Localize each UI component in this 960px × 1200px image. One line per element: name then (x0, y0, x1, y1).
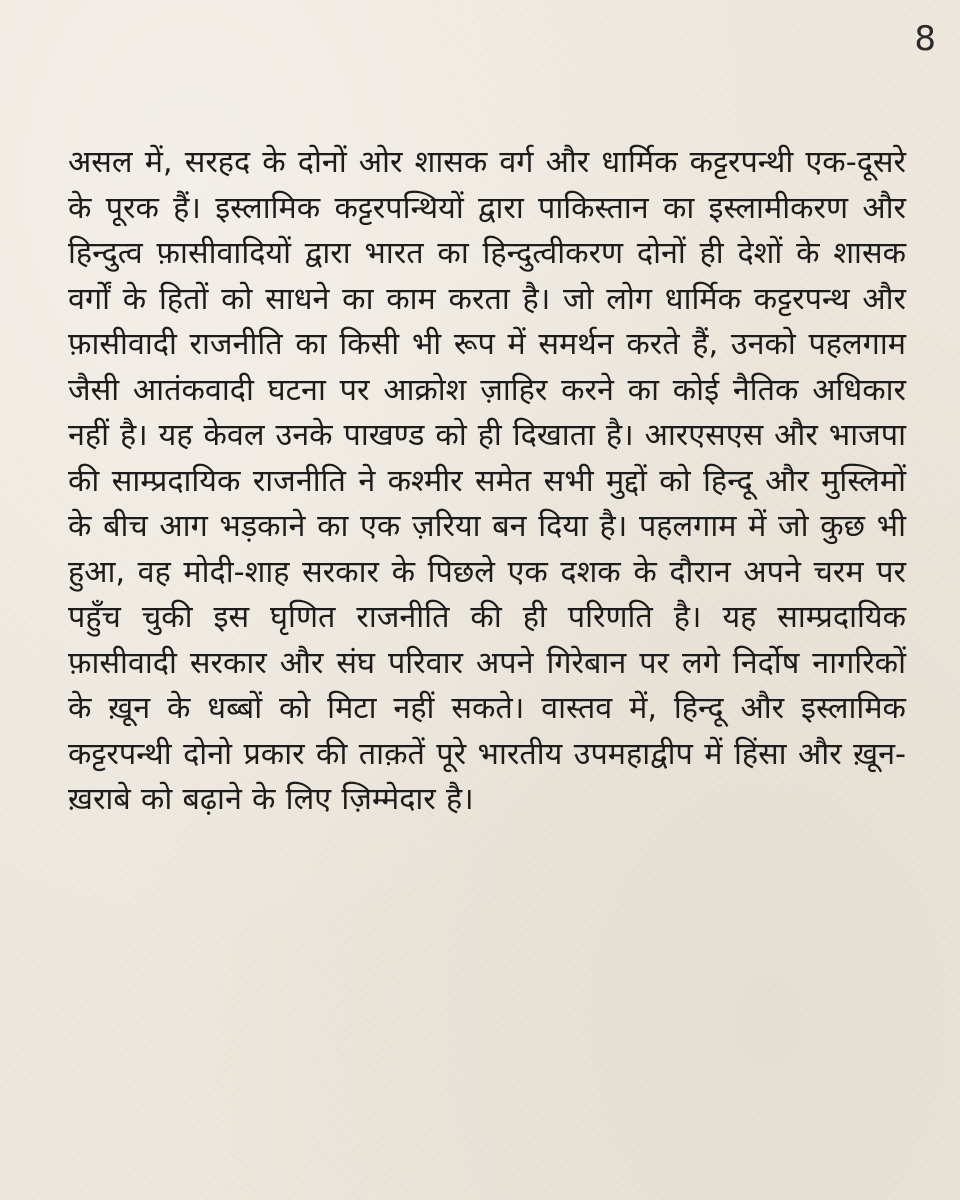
body-paragraph: असल में, सरहद के दोनों ओर शासक वर्ग और धार्मिक कट्टरपन्थी एक-दूसरे के पूरक हैं। इस्लामिक कट्टरपन्थियों द्वारा पाकिस्तान का इस्लामीकरण और हिन्दुत्व फ़ासीवादियों द्वारा भारत का हिन्दुत्वीकरण दोनों ही देशों के शासक वर्गों के हितों को साधने का काम करता है। जो लोग धार्मिक कट्टरपन्थ और फ़ासीवादी राजनीति का किसी भी रूप में समर्थन करते हैं, उनको पहलगाम जैसी आतंकवादी घटना पर आक्रोश ज़ाहिर करने का कोई नैतिक अधिकार नहीं है। यह केवल उनके पाखण्ड को ही दिखाता है। आरएसएस और भाजपा की साम्प्रदायिक राजनीति ने कश्मीर समेत सभी मुद्दों को हिन्दू और मुस्लिमों के बीच आग भड़काने का एक ज़रिया बन दिया है। पहलगाम में जो कुछ भी हुआ, वह मोदी-शाह सरकार के पिछले एक दशक के दौरान अपने चरम पर पहुँच चुकी इस घृणित राजनीति की ही परिणति है। यह साम्प्रदायिक फ़ासीवादी सरकार और संघ परिवार अपने गिरेबान पर लगे निर्दोष नागरिकों के ख़ून के धब्बों को मिटा नहीं सकते। वास्तव में, हिन्दू और इस्लामिक कट्टरपन्थी दोनो प्रकार की ताक़तें पूरे भारतीय उपमहाद्वीप में हिंसा और ख़ून-ख़राबे को बढ़ाने के लिए ज़िम्मेदार है। (68, 145, 906, 817)
page-number: 8 (914, 19, 936, 59)
